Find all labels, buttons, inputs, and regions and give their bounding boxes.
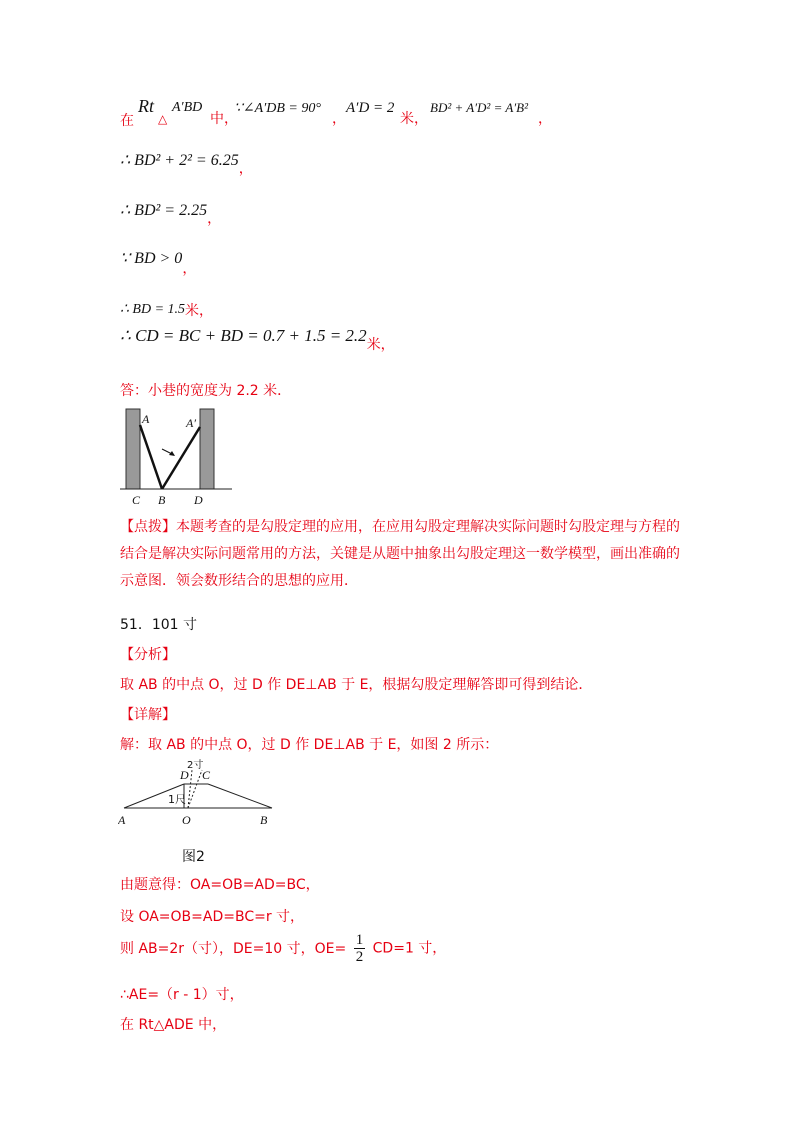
end-6: 米， xyxy=(366,337,395,353)
text-zhong: 中， xyxy=(210,111,238,127)
jie-text: 解：取 AB 的中点 O，过 D 作 DE⊥AB 于 E，如图 2 所示： xyxy=(120,737,499,753)
figure-1-diagram xyxy=(120,405,240,510)
fig1-label-C: C xyxy=(132,493,141,507)
end-3: ， xyxy=(207,211,222,227)
wall-right xyxy=(200,409,214,489)
question-51: 51．101 寸 xyxy=(120,617,197,633)
oc-dashed xyxy=(188,770,202,808)
end-1: ， xyxy=(538,111,552,127)
step-3-part-b: CD=1 寸， xyxy=(372,940,447,957)
fig2-label-A: A xyxy=(118,813,126,827)
step-3 xyxy=(120,932,446,965)
figure-2-diagram xyxy=(118,758,288,828)
line-5 xyxy=(120,298,213,318)
sep-1: ， xyxy=(332,111,346,127)
fig1-label-A2: A′ xyxy=(186,416,196,430)
equation-4: ∵ BD > 0 xyxy=(120,250,183,267)
dianbo-paragraph: 【点拨】本题考查的是勾股定理的应用，在应用勾股定理解决实际问题时勾股定理与方程的结合是解决实际问题常用的方法，关键是从题中抽象出勾股定理这一数学模型，画出准确的示意图．领会数形结合的思想的应用． xyxy=(120,519,680,589)
fig2-label-side: 1尺 xyxy=(168,793,186,806)
end-4: ， xyxy=(182,261,197,277)
ladder-left xyxy=(140,425,162,489)
condition-length: A′D = 2 xyxy=(346,100,395,116)
pythagoras-equation: BD² + A′D² = A′B² xyxy=(430,100,528,115)
fraction-numerator: 1 xyxy=(355,932,364,948)
fig2-label-C: C xyxy=(202,768,211,782)
wall-left xyxy=(126,409,140,489)
fenxi-text: 取 AB 的中点 O，过 D 作 DE⊥AB 于 E，根据勾股定理解答即可得到结论． xyxy=(120,677,593,693)
ladder-right xyxy=(162,427,200,489)
end-2: ， xyxy=(238,161,253,177)
fig1-label-D: D xyxy=(194,493,203,507)
step-4: ∴AE=（r - 1）寸， xyxy=(120,987,244,1003)
fraction-half xyxy=(354,932,366,965)
line-6 xyxy=(120,326,395,353)
sep-2: ， xyxy=(414,111,428,127)
end-5: 米， xyxy=(185,303,214,319)
rt-label: Rt xyxy=(138,96,154,116)
fenxi-heading: 【分析】 xyxy=(120,647,176,663)
fig1-label-A: A xyxy=(142,412,150,426)
xiangjie-heading: 【详解】 xyxy=(120,707,176,723)
fig1-label-B: B xyxy=(158,493,166,507)
equation-5: ∴ BD = 1.5 xyxy=(120,302,186,317)
cb-line xyxy=(208,784,272,808)
fig2-label-D: D xyxy=(180,768,189,782)
step-1: 由题意得：OA=OB=AD=BC， xyxy=(120,877,320,893)
step-2: 设 OA=OB=AD=BC=r 寸， xyxy=(120,909,305,925)
fig2-label-B: B xyxy=(260,813,268,827)
answer-line: 答：小巷的宽度为 2.2 米． xyxy=(120,383,292,399)
unit-mi: 米 xyxy=(400,111,414,127)
fraction-denominator: 2 xyxy=(355,949,364,965)
step-3-part-a: 则 AB=2r（寸），DE=10 寸，OE= xyxy=(120,940,347,957)
figure-2-caption: 图2 xyxy=(182,849,205,865)
equation-2: ∴ BD² + 2² = 6.25 xyxy=(120,152,239,169)
equation-3: ∴ BD² = 2.25 xyxy=(120,202,208,219)
triangle-name: A′BD xyxy=(172,100,203,115)
line-2 xyxy=(120,150,253,177)
condition-angle: ∵∠A′DB = 90° xyxy=(234,101,321,116)
equation-6: ∴ CD = BC + BD = 0.7 + 1.5 = 2.2 xyxy=(120,326,367,345)
step-5: 在 Rt△ADE 中， xyxy=(120,1017,227,1033)
text-zai: 在 xyxy=(120,113,134,129)
line-4 xyxy=(120,248,197,277)
fig2-label-top: 2寸 xyxy=(187,760,204,771)
fig2-label-O: O xyxy=(182,813,191,827)
triangle-symbol: △ xyxy=(158,112,168,126)
line-3 xyxy=(120,200,222,227)
